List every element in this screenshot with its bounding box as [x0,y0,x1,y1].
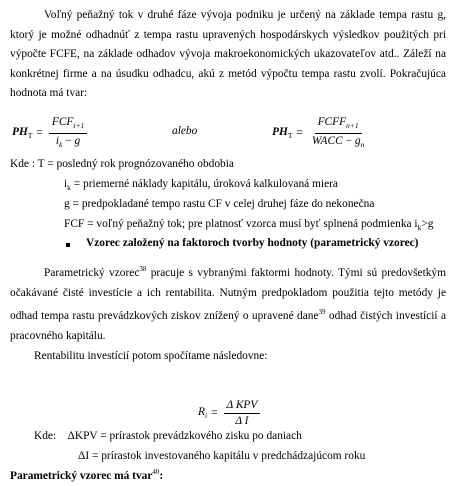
formula-lhs: $PH_T$ [12,126,33,140]
definition-g: g = predpokladané tempo rastu CF v celej druhej fáze do nekonečna [64,198,375,210]
equals-sign: = [36,127,43,139]
paragraph-rentability: Rentabilitu investícií potom spočítame následovne: [34,350,268,362]
bullet-marker [66,243,70,247]
fraction-denominator-2: WACC − $g_n$ [311,134,365,149]
definition-t: Kde : T = posledný rok prognózovaného obdobia [10,158,234,170]
fraction-numerator-2: $FCFF_{n+1}$ [315,116,362,134]
fraction-fcf [49,116,87,151]
formula-connector: alebo [172,125,198,137]
formula2-lhs: $R_i$ [198,406,208,420]
equals-sign-3: = [211,407,218,419]
formula-rentability [198,396,262,430]
formula-continuing-value [12,116,89,150]
fraction-denominator: $i_k - g$ [55,134,81,149]
fraction-numerator-3: Δ KPV [224,399,261,414]
definition-di: ΔI = prírastok investovaného kapitálu v predchádzajúcom roku [78,450,366,462]
section-heading-formula: Parametrický vzorec má tvar$^{40}$: [10,468,164,482]
section-heading-parametric: Vzorec založený na faktoroch tvorby hodnoty (parametrický vzorec) [86,237,419,249]
definition-ik: $i_k$ = priemerné náklady kapitálu, úroková kalkulovaná miera [64,178,338,192]
fraction-numerator: $FCF_{t+1}$ [49,116,87,134]
formula-lhs-2: $PH_T$ [272,126,293,140]
paragraph-parametric-formula: Parametrický vzorec$^{38}$ pracuje s vybranými faktormi hodnoty. Tými sú predovšetkým očakávané čisté investície a ich rentabilita. Nutným predpokladom použitia tejto metódy je odhad tempa rastu prevádzkových ziskov znížený o upravené dane$^{39}$ odhad čistých investícií a pracovného kapitálu. [10,265,446,342]
definition-fcf: FCF = voľný peňažný tok; pre platnosť vzorca musí byť splnená podmienka $i_k>g$ [64,218,434,232]
fraction-fcff [309,116,367,151]
fraction-kpv [224,399,261,428]
formula-continuing-value-fcff [272,116,369,150]
fraction-denominator-3: Δ I [235,414,249,427]
equals-sign-2: = [296,127,303,139]
paragraph-growth-rate: Voľný peňažný tok v druhé fáze vývoja podniku je určený na základe tempa rastu g, ktorý je možné odhadnúť z tempa rastu upravených hospodárskych výsledkov použitých pri výpočte FCFE, na základe odhadov vývoja makroekonomických ukazovateľov atd.. Záleží na konkrétnej firme a na úsudku odhadcu, akú z metód výpočtu tempa rastu zvolí. Pokračujúca hodnota má tvar: [10,9,446,99]
definition-kpv: Kde: ΔKPV = prírastok prevádzkového zisku po daniach [34,430,302,442]
